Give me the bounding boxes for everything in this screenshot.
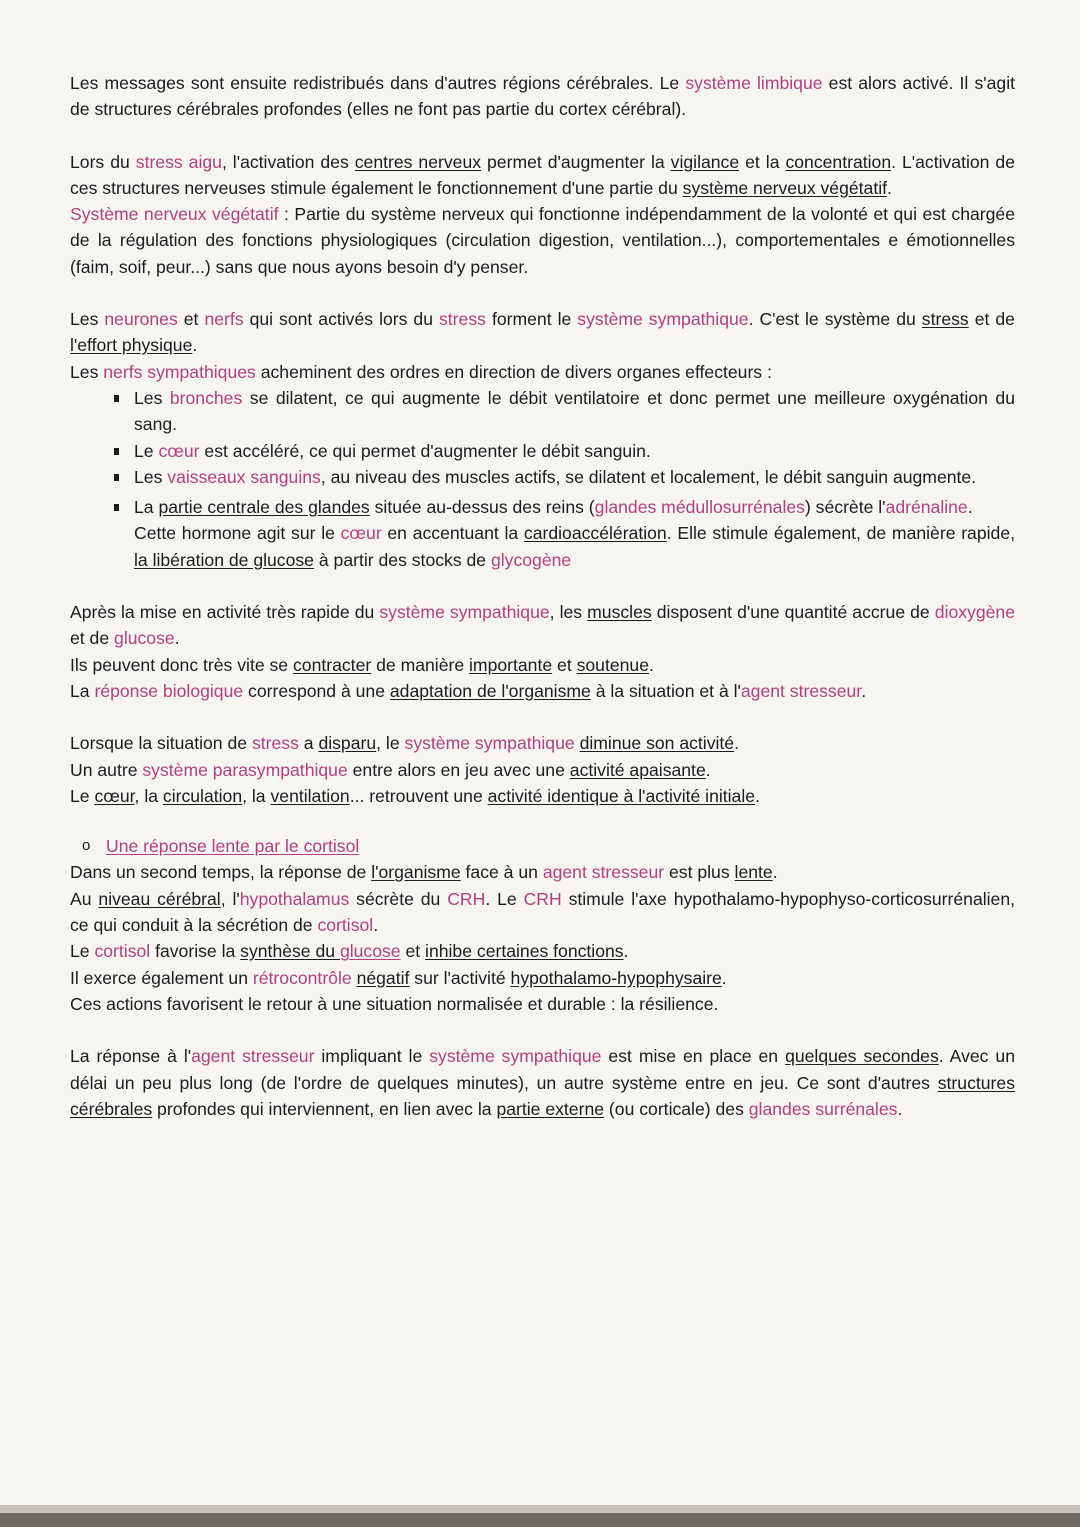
text: , l' <box>220 888 240 909</box>
text: . L'activation de ces structures nerveuses stimule également le fonctionnement d'une partie du <box>70 151 1016 198</box>
paragraph-biological-response <box>70 678 1015 704</box>
text: acheminent des ordres en direction de divers organes effecteurs : <box>255 361 772 382</box>
text: . <box>649 654 654 675</box>
text: se dilatent, ce qui augmente le débit ventilatoire et donc permet une meilleure oxygénation du sang. <box>134 387 1015 435</box>
underlined-term: activité apaisante <box>569 759 706 780</box>
text: Ils peuvent donc très vite se <box>70 654 293 675</box>
text: La <box>70 680 95 701</box>
highlight-term: système limbique <box>685 73 823 93</box>
text: , les <box>549 602 588 623</box>
text: . <box>861 680 867 701</box>
text: (ou corticale) des <box>604 1098 749 1119</box>
paragraph-resilience <box>70 991 1015 1017</box>
paragraph-feedback <box>70 965 1015 991</box>
underlined-term: disparu <box>318 733 377 754</box>
highlight-term: glycogène <box>490 549 572 570</box>
highlight-term: glandes médullosurrénales <box>594 497 805 518</box>
underlined-term: importante <box>469 654 553 675</box>
text: ) sécrète l' <box>804 497 886 518</box>
underlined-term: glucose <box>339 941 401 962</box>
text: est accéléré, ce qui permet d'augmenter le débit sanguin. <box>199 440 651 461</box>
text: a <box>298 733 319 754</box>
highlight-term: réponse biologique <box>94 680 244 701</box>
underlined-term: synthèse du <box>240 941 340 962</box>
text: Les <box>134 466 168 487</box>
underlined-term: cœur <box>94 785 135 806</box>
text: . Elle stimule également, de manière rapide, <box>666 523 1015 544</box>
text: . <box>721 967 727 988</box>
definition-vegetative <box>70 201 1015 280</box>
paragraph-sympathetic-nerves <box>70 359 1015 385</box>
highlight-term: agent stresseur <box>740 680 862 701</box>
underlined-term: vigilance <box>670 151 740 172</box>
page-edge <box>0 1513 1080 1527</box>
underlined-term: activité identique à l'activité initiale <box>487 785 756 806</box>
paragraph-adrenaline <box>70 520 1015 573</box>
text: et <box>552 654 577 675</box>
text: Les <box>70 361 104 382</box>
list-item <box>134 385 1015 438</box>
text: Les <box>70 309 105 330</box>
text: impliquant le <box>314 1046 430 1067</box>
text: Cette hormone agit sur le <box>134 523 341 544</box>
definition-text: : Partie du système nerveux qui fonctionne indépendamment de la volonté et qui est chargée de la régulation des fonctions physiologiques (circulation digestion, ventilation...), comportementales e émotionnelles (faim, soif, peur...) sans que nous ayons besoin d'y penser. <box>70 204 1015 277</box>
highlight-term: CRH <box>447 888 486 909</box>
text: et de <box>968 309 1015 330</box>
list-item <box>134 464 1015 490</box>
text: , au niveau des muscles actifs, se dilatent et localement, le débit sanguin augmente. <box>320 466 977 487</box>
text: et la <box>739 151 786 172</box>
text: . <box>705 759 711 780</box>
underlined-term: système nerveux végétatif <box>682 177 888 198</box>
highlight-term: hypothalamus <box>239 888 350 909</box>
text: Un autre <box>70 759 143 780</box>
text: sécrète du <box>349 888 448 909</box>
underlined-term: stress <box>921 309 969 330</box>
paragraph-acute-stress <box>70 149 1015 202</box>
highlight-term: vaisseaux sanguins <box>167 466 321 487</box>
effector-list <box>70 385 1015 520</box>
highlight-term: glucose <box>114 628 175 649</box>
underlined-term: inhibe certaines fonctions <box>425 941 624 962</box>
underlined-term: partie centrale des glandes <box>158 497 370 518</box>
text: correspond à une <box>243 680 390 701</box>
text: Le <box>134 440 159 461</box>
underlined-term: la libération de glucose <box>134 549 314 570</box>
underlined-term: négatif <box>356 967 410 988</box>
highlight-term: cœur <box>340 523 382 544</box>
text: . <box>772 862 778 883</box>
highlight-term: système sympathique <box>577 309 749 330</box>
paragraph-muscles <box>70 599 1015 652</box>
underlined-term: l'effort physique <box>70 335 193 356</box>
text: permet d'augmenter la <box>481 151 671 172</box>
definition-term: Système nerveux végétatif <box>70 204 279 225</box>
text: La <box>134 497 159 518</box>
highlight-term: agent stresseur <box>191 1046 315 1067</box>
highlight-term: stress <box>251 733 299 754</box>
underlined-term: cardioaccélération <box>523 523 667 544</box>
text: en accentuant la <box>381 523 524 544</box>
underlined-term: ventilation <box>270 785 350 806</box>
text: et <box>400 941 426 962</box>
highlight-term: CRH <box>523 888 562 909</box>
text: stimule l'axe hypothalamo-hypophyso-corticosurrénalien, ce qui conduit à la sécrétion de <box>70 888 1016 936</box>
text: Le <box>70 785 95 806</box>
text: . <box>192 335 198 356</box>
text: qui sont activés lors du <box>243 309 439 330</box>
highlight-term: système sympathique <box>404 733 575 754</box>
underlined-term: circulation <box>162 785 243 806</box>
highlight-term: glandes surrénales <box>748 1098 898 1119</box>
underlined-term: concentration <box>785 151 892 172</box>
underlined-term: niveau cérébral <box>98 888 221 909</box>
highlight-term: cortisol <box>94 941 151 962</box>
text: Lors du <box>70 151 136 172</box>
subheading-cortisol <box>70 833 1015 859</box>
text: . Avec un délai un peu plus long (de l'ordre de quelques minutes), un autre système entre en jeu. Ce sont d'autres <box>70 1046 1015 1093</box>
paragraph-stress-gone <box>70 730 1015 756</box>
underlined-term: structures cérébrales <box>70 1072 1015 1119</box>
paragraph-contract <box>70 652 1015 678</box>
paragraph-return <box>70 783 1015 809</box>
highlight-term: stress aigu <box>135 151 222 172</box>
subheading-text: Une réponse lente par le cortisol <box>106 836 360 857</box>
underlined-term: adaptation de l'organisme <box>389 680 591 701</box>
text: située au-dessus des reins ( <box>369 497 595 518</box>
text: Les <box>134 387 170 408</box>
highlight-term: cœur <box>158 440 200 461</box>
list-item <box>134 494 1015 520</box>
text: . <box>897 1098 903 1119</box>
paragraph-hypothalamus <box>70 886 1015 939</box>
text: sur l'activité <box>409 967 511 988</box>
highlight-term: bronches <box>169 387 243 408</box>
underlined-term: partie externe <box>496 1098 605 1119</box>
text: de manière <box>371 654 470 675</box>
text: favorise la <box>150 941 241 962</box>
text: à partir des stocks de <box>313 549 491 570</box>
text: et de <box>70 628 115 649</box>
underlined-term: diminue son activité <box>579 733 735 754</box>
underlined-term: contracter <box>292 654 372 675</box>
text: Après la mise en activité très rapide du <box>70 602 380 623</box>
underlined-term: centres nerveux <box>354 151 482 172</box>
highlight-term: agent stresseur <box>542 862 665 883</box>
text: , la <box>134 785 163 806</box>
text: Lorsque la situation de <box>70 733 252 754</box>
text: à la situation et à l' <box>590 680 741 701</box>
text: Il exerce également un <box>70 967 253 988</box>
text: Le <box>70 941 95 962</box>
text: profondes qui interviennent, en lien avec la <box>152 1098 497 1119</box>
highlight-term: système sympathique <box>429 1046 602 1067</box>
text: . <box>623 941 629 962</box>
text: La réponse à l' <box>70 1046 192 1067</box>
text: Dans un second temps, la réponse de <box>70 862 372 883</box>
highlight-term: cortisol <box>317 915 374 936</box>
page-edge-shadow <box>0 1505 1080 1513</box>
underlined-term: muscles <box>587 602 652 623</box>
text: , le <box>376 733 405 754</box>
paragraph-summary <box>70 1043 1015 1122</box>
text: . <box>967 497 973 518</box>
underlined-term: quelques secondes <box>785 1046 939 1067</box>
list-item <box>134 438 1015 464</box>
text: Ces actions favorisent le retour à une situation normalisée et durable : la résilience. <box>70 993 719 1014</box>
text: entre alors en jeu avec une <box>347 759 570 780</box>
highlight-term: nerfs sympathiques <box>103 361 256 382</box>
text: est plus <box>664 862 735 883</box>
underlined-term: lente <box>734 862 773 883</box>
text: disposent d'une quantité accrue de <box>651 602 935 623</box>
text: Au <box>70 888 99 909</box>
highlight-term: système sympathique <box>379 602 550 623</box>
text: face à un <box>460 862 543 883</box>
underlined-term: l'organisme <box>371 862 461 883</box>
text: ... retrouvent une <box>349 785 488 806</box>
paragraph-sympathetic <box>70 306 1015 359</box>
text: et <box>177 309 205 330</box>
highlight-term: dioxygène <box>934 602 1015 623</box>
text: . Le <box>485 888 524 909</box>
text: , l'activation des <box>221 151 355 172</box>
paragraph-limbic <box>70 70 1015 123</box>
document-page <box>70 70 1015 1122</box>
text: forment le <box>485 309 578 330</box>
text: est alors activé. Il s'agit de structures cérébrales profondes (elles ne font pas partie du cortex cérébral). <box>70 73 1015 120</box>
text: . <box>887 177 892 198</box>
text: . <box>174 628 180 649</box>
text: . <box>373 915 379 936</box>
text: . <box>734 733 739 754</box>
text: est mise en place en <box>601 1046 786 1067</box>
highlight-term: système parasympathique <box>142 759 348 780</box>
text: . C'est le système du <box>748 309 922 330</box>
highlight-term: rétrocontrôle <box>252 967 352 988</box>
paragraph-cortisol <box>70 938 1015 964</box>
text: . <box>755 785 760 806</box>
text: , la <box>242 785 271 806</box>
highlight-term: adrénaline <box>885 497 968 518</box>
paragraph-parasympathetic <box>70 757 1015 783</box>
highlight-term: stress <box>439 309 486 330</box>
text: Les messages sont ensuite redistribués dans d'autres régions cérébrales. Le <box>70 73 686 93</box>
highlight-term: nerfs <box>204 309 244 330</box>
paragraph-slow-response <box>70 859 1015 885</box>
highlight-term: neurones <box>104 309 178 330</box>
underlined-term: soutenue <box>576 654 649 675</box>
underlined-term: hypothalamo-hypophysaire <box>510 967 722 988</box>
